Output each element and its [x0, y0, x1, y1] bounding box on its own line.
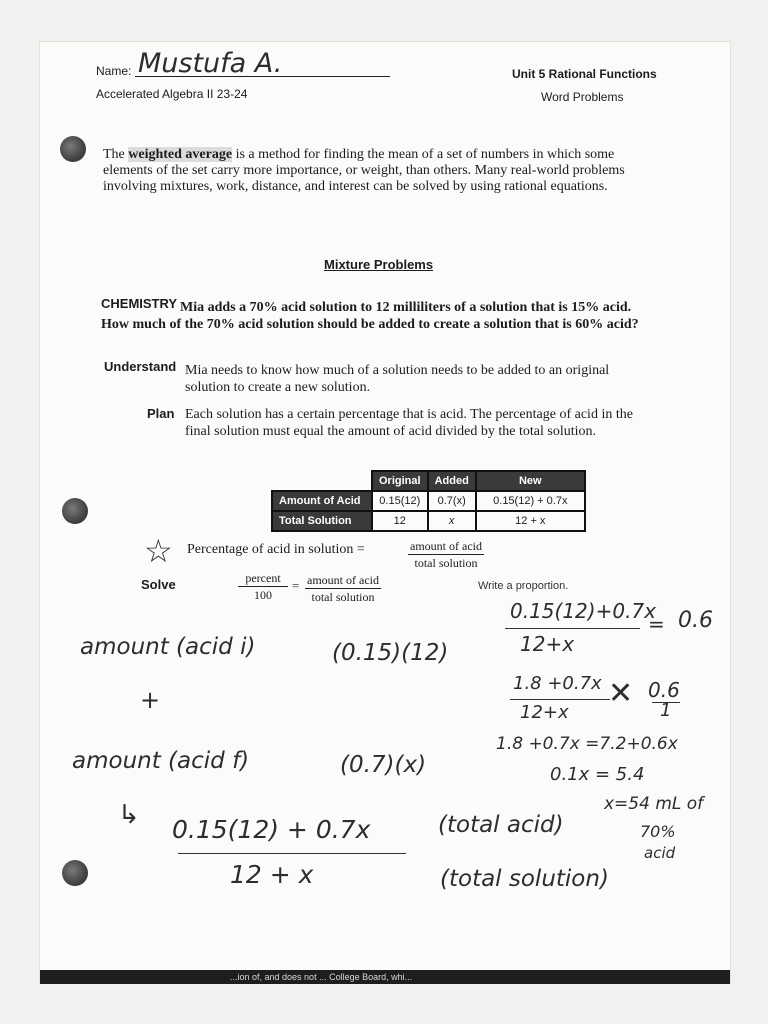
hw-seventy-percent: 70% [640, 822, 676, 841]
intro-lead: The [103, 147, 129, 162]
row-header: Amount of Acid [272, 491, 372, 511]
percent-numerator: percent [238, 570, 288, 587]
hw-acid-word: acid [644, 844, 676, 862]
table-cell: 0.15(12) + 0.7x [476, 491, 585, 511]
hw-product-2: (0.7)(x) [340, 752, 427, 778]
table-row [272, 511, 585, 531]
formula-label: Percentage of acid in solution = [187, 542, 365, 557]
table-cell: 12 [372, 511, 428, 531]
table-cell: 12 + x [476, 511, 585, 531]
hw-product-1: (0.15)(12) [332, 640, 449, 666]
punch-hole-middle [62, 498, 88, 524]
hw-proportion-equals: = [648, 612, 665, 636]
table-header-row [272, 471, 585, 491]
table-row [272, 491, 585, 511]
footer-strip [40, 970, 730, 984]
name-label: Name: [96, 64, 132, 78]
hw-arrow-icon: ↳ [118, 800, 140, 830]
understand-label: Understand [104, 359, 177, 374]
formula-denominator: total solution [414, 556, 478, 570]
table-header: New [476, 471, 585, 491]
intro-term: weighted average [128, 147, 233, 162]
write-proportion-hint: Write a proportion. [478, 580, 569, 592]
table-header: Original [372, 471, 428, 491]
worksheet-subtitle: Word Problems [541, 90, 624, 104]
hw-amount-acid-f: amount (acid f) [72, 748, 250, 774]
understand-text: Mia needs to know how much of a solution needs to be added to an original solution to create a new solution. [185, 363, 610, 395]
hw-cross-bar [510, 699, 610, 700]
formula-fraction [408, 538, 484, 571]
footer-text: ...ion of, and does not ... College Board, whi... [230, 972, 413, 982]
hw-equation-3: x=54 mL of [604, 794, 704, 814]
plan-label: Plan [147, 406, 175, 421]
hw-equation-1: 1.8 +0.7x =7.2+0.6x [496, 734, 678, 754]
hw-proportion-value: 0.6 [678, 608, 713, 633]
intro-rest: is a method for finding the mean of a set of numbers in which some elements of the set carry more importance, or weight, than others. Many real-world problems involving mixtures, work, distance, and interest can be solved by using rational equations. [103, 147, 625, 194]
hw-cross-multiply-icon: ✕ [608, 676, 634, 711]
hw-cross-one: 1 [660, 700, 672, 721]
hw-main-numerator: 0.15(12) + 0.7x [172, 815, 371, 844]
hw-main-fraction-bar [178, 853, 406, 854]
hw-cross-numerator: 1.8 +0.7x [513, 673, 602, 694]
unit-title: Unit 5 Rational Functions [512, 67, 657, 81]
formula-numerator: amount of acid [410, 539, 482, 553]
table-corner [272, 471, 372, 491]
section-title: Mixture Problems [324, 257, 434, 272]
hw-total-acid: (total acid) [438, 812, 564, 838]
name-handwritten: Mustufa A. [138, 48, 283, 79]
row-header: Total Solution [272, 511, 372, 531]
hw-equation-2: 0.1x = 5.4 [550, 764, 645, 785]
hw-cross-denominator: 12+x [520, 702, 569, 723]
percent-denominator: 100 [254, 588, 272, 602]
problem-label: CHEMISTRY [101, 296, 178, 311]
hw-amount-acid-i: amount (acid i) [80, 634, 256, 660]
hw-plus: + [140, 686, 161, 714]
acid-fraction [305, 572, 381, 605]
punch-hole-bottom [62, 860, 88, 886]
table-header: Added [428, 471, 476, 491]
plan-text: Each solution has a certain percentage that is acid. The percentage of acid in the final solution must equal the amount of acid divided by the total solution. [185, 407, 633, 439]
hw-proportion-denominator: 12+x [520, 632, 575, 656]
table-cell: 0.7(x) [428, 491, 476, 511]
table-cell: x [428, 511, 476, 531]
course-name: Accelerated Algebra II 23-24 [96, 87, 248, 101]
acid-numerator: amount of acid [307, 573, 379, 587]
punch-hole-top [60, 136, 86, 162]
hw-proportion-numerator: 0.15(12)+0.7x [510, 599, 656, 623]
hw-main-denominator: 12 + x [230, 860, 314, 889]
hw-cross-value: 0.6 [648, 678, 680, 702]
hw-proportion-bar [505, 628, 640, 629]
problem-text: Mia adds a 70% acid solution to 12 milliliters of a solution that is 15% acid. How much of the 70% acid solution should be added to create a solution that is 60% acid? [101, 300, 639, 332]
equals-sign: = [292, 578, 300, 593]
hw-total-solution: (total solution) [440, 866, 609, 892]
intro-paragraph [103, 147, 663, 195]
star-mark: ☆ [144, 532, 173, 570]
table-cell: 0.15(12) [372, 491, 428, 511]
solve-label: Solve [141, 577, 176, 592]
percent-fraction [238, 570, 288, 603]
mixture-table [271, 470, 586, 532]
acid-denominator: total solution [311, 590, 375, 604]
